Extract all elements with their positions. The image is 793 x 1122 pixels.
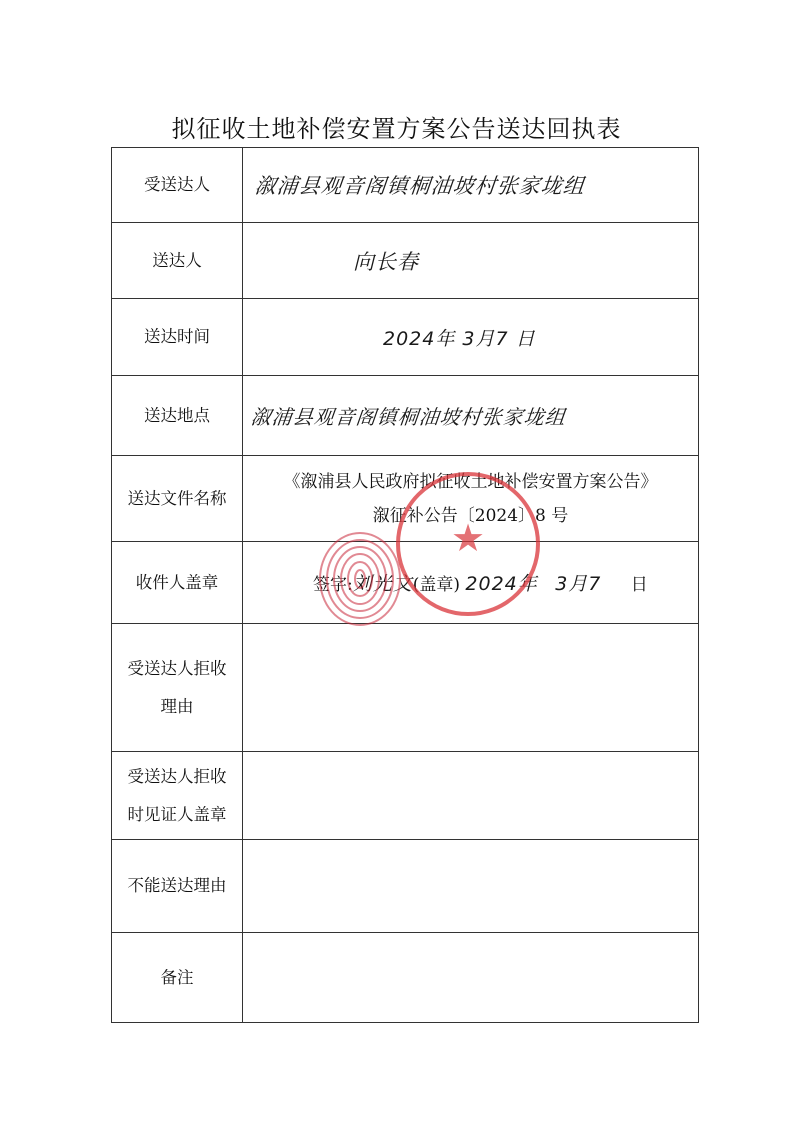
row-remarks [112,933,699,1023]
sign-date-month: 3月7 [555,573,602,595]
refusal-reason-label [112,624,243,752]
delivery-place-value-cell [243,376,699,456]
row-refusal-reason [112,624,699,752]
delivery-place-value: 溆浦县观音阁镇桐油坡村张家垅组 [249,405,568,429]
refusal-witness-value-cell [243,752,699,840]
document-name-label: 送达文件名称 [112,456,243,542]
refusal-witness-label-line2: 时见证人盖章 [127,804,227,824]
sign-date-day: 日 [630,575,648,595]
signature-line [243,516,698,596]
remarks-value-cell [243,933,699,1023]
row-document-name [112,456,699,542]
sign-prefix: 签字: [313,575,353,595]
delivery-time-value: 2024年 3月7 日 [383,327,536,350]
delivery-time-value-cell [243,299,699,376]
refusal-reason-label-line2: 理由 [160,696,194,716]
receiver-seal-label: 收件人盖章 [112,542,243,624]
row-delivery-place [112,376,699,456]
undeliverable-reason-label: 不能送达理由 [112,840,243,933]
page-title: 拟征收土地补偿安置方案公告送达回执表 [171,115,622,143]
delivery-place-label: 送达地点 [112,376,243,456]
refusal-witness-label-line1: 受送达人拒收 [127,766,227,786]
receiver-seal-value-cell [243,516,699,624]
remarks-label: 备注 [112,933,243,1023]
delivery-time-label: 送达时间 [112,299,243,376]
sender-value: 向长春 [353,249,419,274]
recipient-value-cell [243,148,699,223]
recipient-label: 受送达人 [112,148,243,223]
refusal-reason-label-line1: 受送达人拒收 [127,658,227,678]
row-refusal-witness [112,752,699,840]
document-name-value-cell [243,456,699,542]
row-sender [112,223,699,299]
row-delivery-time [112,299,699,376]
svg-text:★: ★ [450,516,486,560]
row-undeliverable-reason [112,840,699,933]
sender-label: 送达人 [112,223,243,299]
seal-label: (盖章) [412,575,461,595]
sign-date-year: 2024年 [465,573,538,595]
undeliverable-reason-value-cell [243,840,699,933]
refusal-reason-value-cell [243,624,699,752]
document-title: 《溆浦县人民政府拟征收土地补偿安置方案公告》 [283,471,658,492]
recipient-value: 溆浦县观音阁镇桐油坡村张家垅组 [253,174,587,198]
row-recipient [112,148,699,223]
row-receiver-seal [112,542,699,624]
refusal-witness-label [112,752,243,840]
receipt-form-table [111,147,699,1023]
signature-value: 刘光文 [352,573,413,595]
document-number: 溆征补公告〔2024〕8 号 [372,505,569,526]
sender-value-cell [243,223,699,299]
